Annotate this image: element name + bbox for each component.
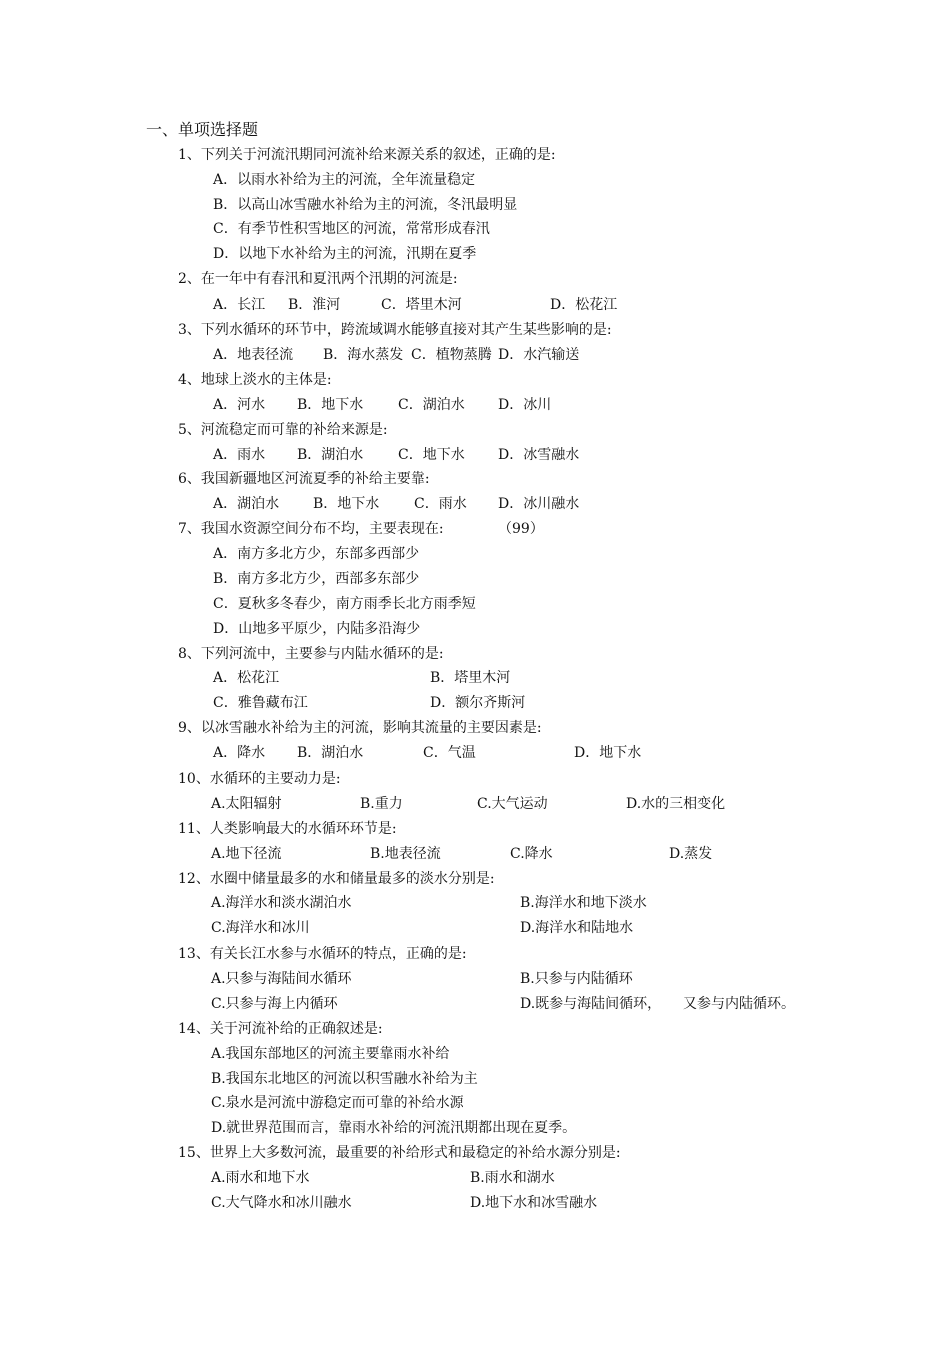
question-1-option-a: A．以雨水补给为主的河流，全年流量稳定 xyxy=(213,172,476,188)
question-8-option-a: A．松花江 xyxy=(213,670,280,686)
question-1-option-c: C．有季节性积雪地区的河流，常常形成春汛 xyxy=(213,221,490,237)
question-10-option-c: C.大气运动 xyxy=(477,796,548,812)
question-8-option-d: D．额尔齐斯河 xyxy=(430,695,526,711)
question-12-option-d: D.海洋水和陆地水 xyxy=(520,920,634,936)
question-9-option-c: C．气温 xyxy=(423,745,476,761)
question-2-option-a: A．长江 xyxy=(213,297,266,313)
question-7-option-d: D．山地多平原少，内陆多沿海少 xyxy=(213,621,421,637)
question-6-option-a: A．湖泊水 xyxy=(213,496,280,512)
question-10-option-a: A.太阳辐射 xyxy=(211,796,282,812)
question-12-stem: 12、水圈中储量最多的水和储量最多的淡水分别是: xyxy=(178,871,495,887)
question-11-option-c: C.降水 xyxy=(510,846,553,862)
question-6-option-b: B．地下水 xyxy=(313,496,380,512)
question-7-option-b: B．南方多北方少，西部多东部少 xyxy=(213,571,420,587)
question-2-stem: 2、在一年中有春汛和夏汛两个汛期的河流是: xyxy=(178,271,458,287)
question-12-option-a: A.海洋水和淡水湖泊水 xyxy=(211,895,352,911)
question-1-option-d: D．以地下水补给为主的河流，汛期在夏季 xyxy=(213,246,477,262)
question-15-option-b: B.雨水和湖水 xyxy=(470,1170,555,1186)
question-7-option-a: A．南方多北方少，东部多西部少 xyxy=(213,546,420,562)
question-15-option-a: A.雨水和地下水 xyxy=(211,1170,310,1186)
question-4-option-d: D．冰川 xyxy=(498,397,552,413)
question-14-option-d: D.就世界范围而言，靠雨水补给的河流汛期都出现在夏季。 xyxy=(211,1120,577,1136)
question-12-option-c: C.海洋水和冰川 xyxy=(211,920,310,936)
question-9-stem: 9、以冰雪融水补给为主的河流，影响其流量的主要因素是: xyxy=(178,720,542,736)
question-9-option-a: A．降水 xyxy=(213,745,266,761)
question-3-option-b: B．海水蒸发 xyxy=(323,347,404,363)
question-6-option-c: C．雨水 xyxy=(414,496,467,512)
question-8-option-c: C．雅鲁藏布江 xyxy=(213,695,308,711)
question-7-stem: 7、我国水资源空间分布不均，主要表现在: xyxy=(178,521,444,537)
question-6-option-d: D．冰川融水 xyxy=(498,496,580,512)
question-13-stem: 13、有关长江水参与水循环的特点，正确的是: xyxy=(178,946,467,962)
question-8-option-b: B．塔里木河 xyxy=(430,670,511,686)
question-14-option-c: C.泉水是河流中游稳定而可靠的补给水源 xyxy=(211,1095,464,1111)
question-1-option-b: B．以高山冰雪融水补给为主的河流，冬汛最明显 xyxy=(213,197,518,213)
question-9-option-b: B．湖泊水 xyxy=(297,745,364,761)
section-title: 一、单项选择题 xyxy=(146,120,259,139)
question-4-stem: 4、地球上淡水的主体是: xyxy=(178,372,332,388)
question-14-option-b: B.我国东北地区的河流以积雪融水补给为主 xyxy=(211,1071,478,1087)
question-13-option-b: B.只参与内陆循环 xyxy=(520,971,633,987)
question-12-option-b: B.海洋水和地下淡水 xyxy=(520,895,647,911)
question-4-option-c: C．湖泊水 xyxy=(398,397,465,413)
question-15-stem: 15、世界上大多数河流，最重要的补给形式和最稳定的补给水源分别是: xyxy=(178,1145,621,1161)
question-13-option-d: D.既参与海陆间循环， xyxy=(520,996,662,1012)
question-13-option-c: C.只参与海上内循环 xyxy=(211,996,338,1012)
question-2-option-c: C．塔里木河 xyxy=(381,297,462,313)
question-3-option-c: C．植物蒸腾 xyxy=(411,347,492,363)
question-13-option-a: A.只参与海陆间水循环 xyxy=(211,971,352,987)
question-2-option-d: D．松花江 xyxy=(550,297,618,313)
question-8-stem: 8、下列河流中，主要参与内陆水循环的是: xyxy=(178,646,444,662)
question-5-stem: 5、河流稳定而可靠的补给来源是: xyxy=(178,422,388,438)
question-5-option-b: B．湖泊水 xyxy=(297,447,364,463)
question-4-option-a: A．河水 xyxy=(213,397,266,413)
question-3-option-a: A．地表径流 xyxy=(213,347,294,363)
question-10-stem: 10、水循环的主要动力是: xyxy=(178,771,341,787)
question-5-option-c: C．地下水 xyxy=(398,447,465,463)
question-5-option-a: A．雨水 xyxy=(213,447,266,463)
question-11-option-b: B.地表径流 xyxy=(370,846,441,862)
question-14-option-a: A.我国东部地区的河流主要靠雨水补给 xyxy=(211,1046,450,1062)
question-7-option-c: C．夏秋多冬春少，南方雨季长北方雨季短 xyxy=(213,596,476,612)
question-5-option-d: D．冰雪融水 xyxy=(498,447,580,463)
question-7-note: （99） xyxy=(498,521,544,537)
question-4-option-b: B．地下水 xyxy=(297,397,364,413)
question-6-stem: 6、我国新疆地区河流夏季的补给主要靠: xyxy=(178,471,430,487)
question-9-option-d: D．地下水 xyxy=(574,745,642,761)
question-15-option-d: D.地下水和冰雪融水 xyxy=(470,1195,598,1211)
question-11-option-d: D.蒸发 xyxy=(669,846,713,862)
question-15-option-c: C.大气降水和冰川融水 xyxy=(211,1195,352,1211)
question-10-option-d: D.水的三相变化 xyxy=(626,796,726,812)
question-13-option-d-continued: 又参与内陆循环。 xyxy=(683,996,795,1012)
question-11-stem: 11、人类影响最大的水循环环节是: xyxy=(178,821,397,837)
question-3-option-d: D．水汽输送 xyxy=(498,347,580,363)
question-2-option-b: B．淮河 xyxy=(288,297,341,313)
question-10-option-b: B.重力 xyxy=(360,796,403,812)
question-14-stem: 14、关于河流补给的正确叙述是: xyxy=(178,1021,383,1037)
question-1-stem: 1、下列关于河流汛期同河流补给来源关系的叙述，正确的是: xyxy=(178,147,556,163)
question-3-stem: 3、下列水循环的环节中，跨流域调水能够直接对其产生某些影响的是: xyxy=(178,322,612,338)
question-11-option-a: A.地下径流 xyxy=(211,846,282,862)
